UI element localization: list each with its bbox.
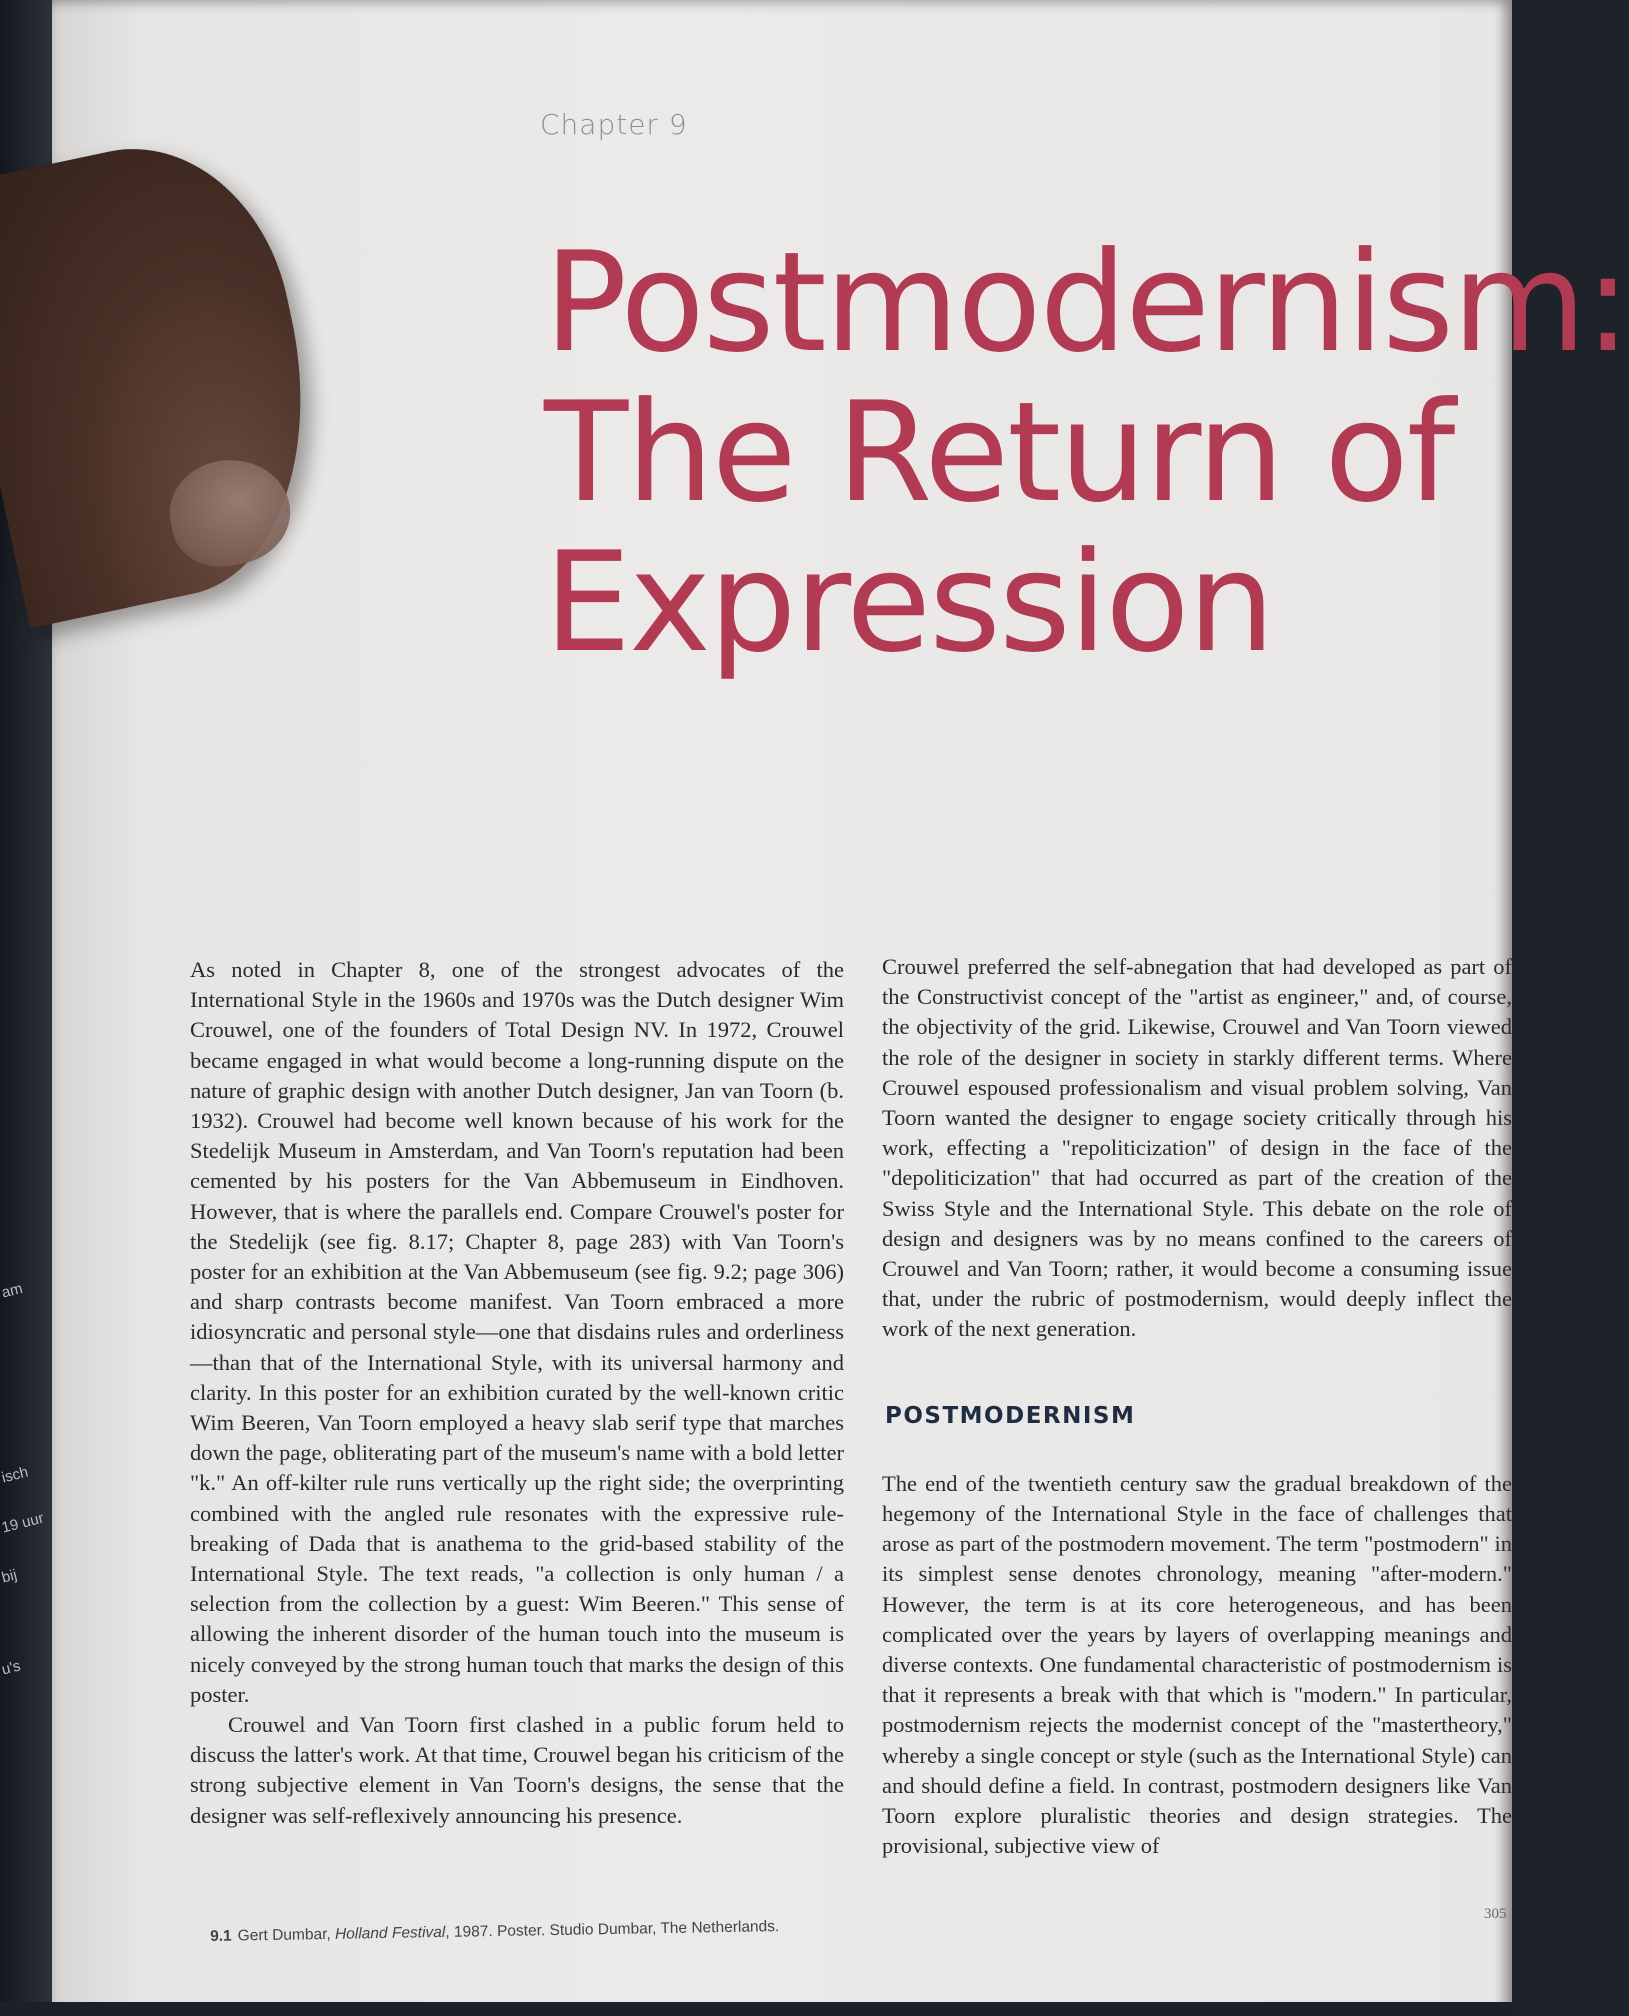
caption-work-title: Holland Festival [334, 1923, 446, 1943]
edge-text: am [0, 1279, 25, 1302]
figure-number: 9.1 [210, 1927, 232, 1945]
left-text-column [190, 955, 844, 1831]
page-bottom-shadow [0, 2002, 1512, 2016]
chapter-title [544, 222, 1629, 683]
edge-text: 19 uur [0, 1509, 46, 1537]
right-text-column [882, 952, 1512, 1861]
body-paragraph: Crouwel and Van Toorn first clashed in a public forum held to discuss the latter's work. At that time, Crouwel began his criticism of the strong subjective element in Van Toorn's designs, the sense that the designer was self-reflexively announcing his presence. [190, 1712, 844, 1828]
chapter-title-line: Expression [544, 522, 1274, 683]
chapter-title-line: The Return of [544, 372, 1454, 533]
page-number: 305 [1484, 1906, 1507, 1922]
edge-text: isch [0, 1463, 31, 1487]
edge-text: u's [0, 1657, 23, 1679]
chapter-label: Chapter 9 [540, 108, 688, 141]
caption-text: Gert Dumbar, [237, 1925, 336, 1945]
body-paragraph: The end of the twentieth century saw the gradual breakdown of the hegemony of the International Style in the face of challenges that arose as part of the postmodern movement. The term "postmodern" in its simplest sense denotes chronology, meaning "after-modern." However, the term is at its core heterogeneous, and has been complicated over the years by layers of overlapping meanings and diverse contexts. One fundamental characteristic of postmodernism is that it represents a break with that which is "modern." In particular, postmodernism rejects the modernist concept of the "mastertheory," whereby a single concept or style (such as the International Style) can and should define a field. In contrast, postmodern designers like Van Toorn explore pluralistic theories and design strategies. The provisional, subjective view of [882, 1470, 1512, 1859]
edge-text: bij [0, 1566, 19, 1587]
body-paragraph: As noted in Chapter 8, one of the strongest advocates of the International Style in the 1960s and 1970s was the Dutch designer Wim Crouwel, one of the founders of Total Design NV. In 1972, Crouwel became engaged in what would become a long-running dispute on the nature of graphic design with another Dutch designer, Jan van Toorn (b. 1932). Crouwel had become well known because of his work for the Stedelijk Museum in Amsterdam, and Van Toorn's reputation had been cemented by his posters for the Van Abbemuseum in Eindhoven. However, that is where the parallels end. Compare Crouwel's poster for the Stedelijk (see fig. 8.17; Chapter 8, page 283) with Van Toorn's poster for an exhibition at the Van Abbemuseum (see fig. 9.2; page 306) and sharp contrasts become manifest. Van Toorn embraced a more idiosyncratic and personal style—one that disdains rules and orderliness—than that of the International Style, with its universal harmony and clarity. In this poster for an exhibition curated by the well-known critic Wim Beeren, Van Toorn employed a heavy slab serif type that marches down the page, obliterating part of the museum's name with a bold letter "k." An off-kilter rule runs vertically up the right side; the overprinting combined with the angled rule resonates with the expressive rule-breaking of Dada that is anathema to the grid-based stability of the International Style. The text reads, "a collection is only human / a selection from the collection by a guest: Wim Beeren." This sense of allowing the inherent disorder of the human touch into the museum is nicely conveyed by the strong human touch that marks the design of this poster. [190, 957, 844, 1707]
body-paragraph: Crouwel preferred the self-abnegation that had developed as part of the Constructivist concept of the "artist as engineer," and, of course, the objectivity of the grid. Likewise, Crouwel and Van Toorn viewed the role of the designer in society in starkly different terms. Where Crouwel espoused professionalism and visual problem solving, Van Toorn wanted the designer to engage society critically through his work, effecting a "repoliticization" of design in the face of the "depoliticization" that had occurred as part of the creation of the Swiss Style and the International Style. This debate on the role of design and designers was by no means confined to the careers of Crouwel and Van Toorn; rather, it would become a consuming issue that, under the rubric of postmodernism, would deeply inflect the work of the next generation. [882, 954, 1512, 1342]
caption-text: , 1987. Poster. Studio Dumbar, The Netherlands. [445, 1918, 780, 1941]
chapter-title-line: Postmodernism: [544, 222, 1629, 383]
section-heading: POSTMODERNISM [885, 1402, 1136, 1429]
figure-caption [210, 1918, 779, 1946]
